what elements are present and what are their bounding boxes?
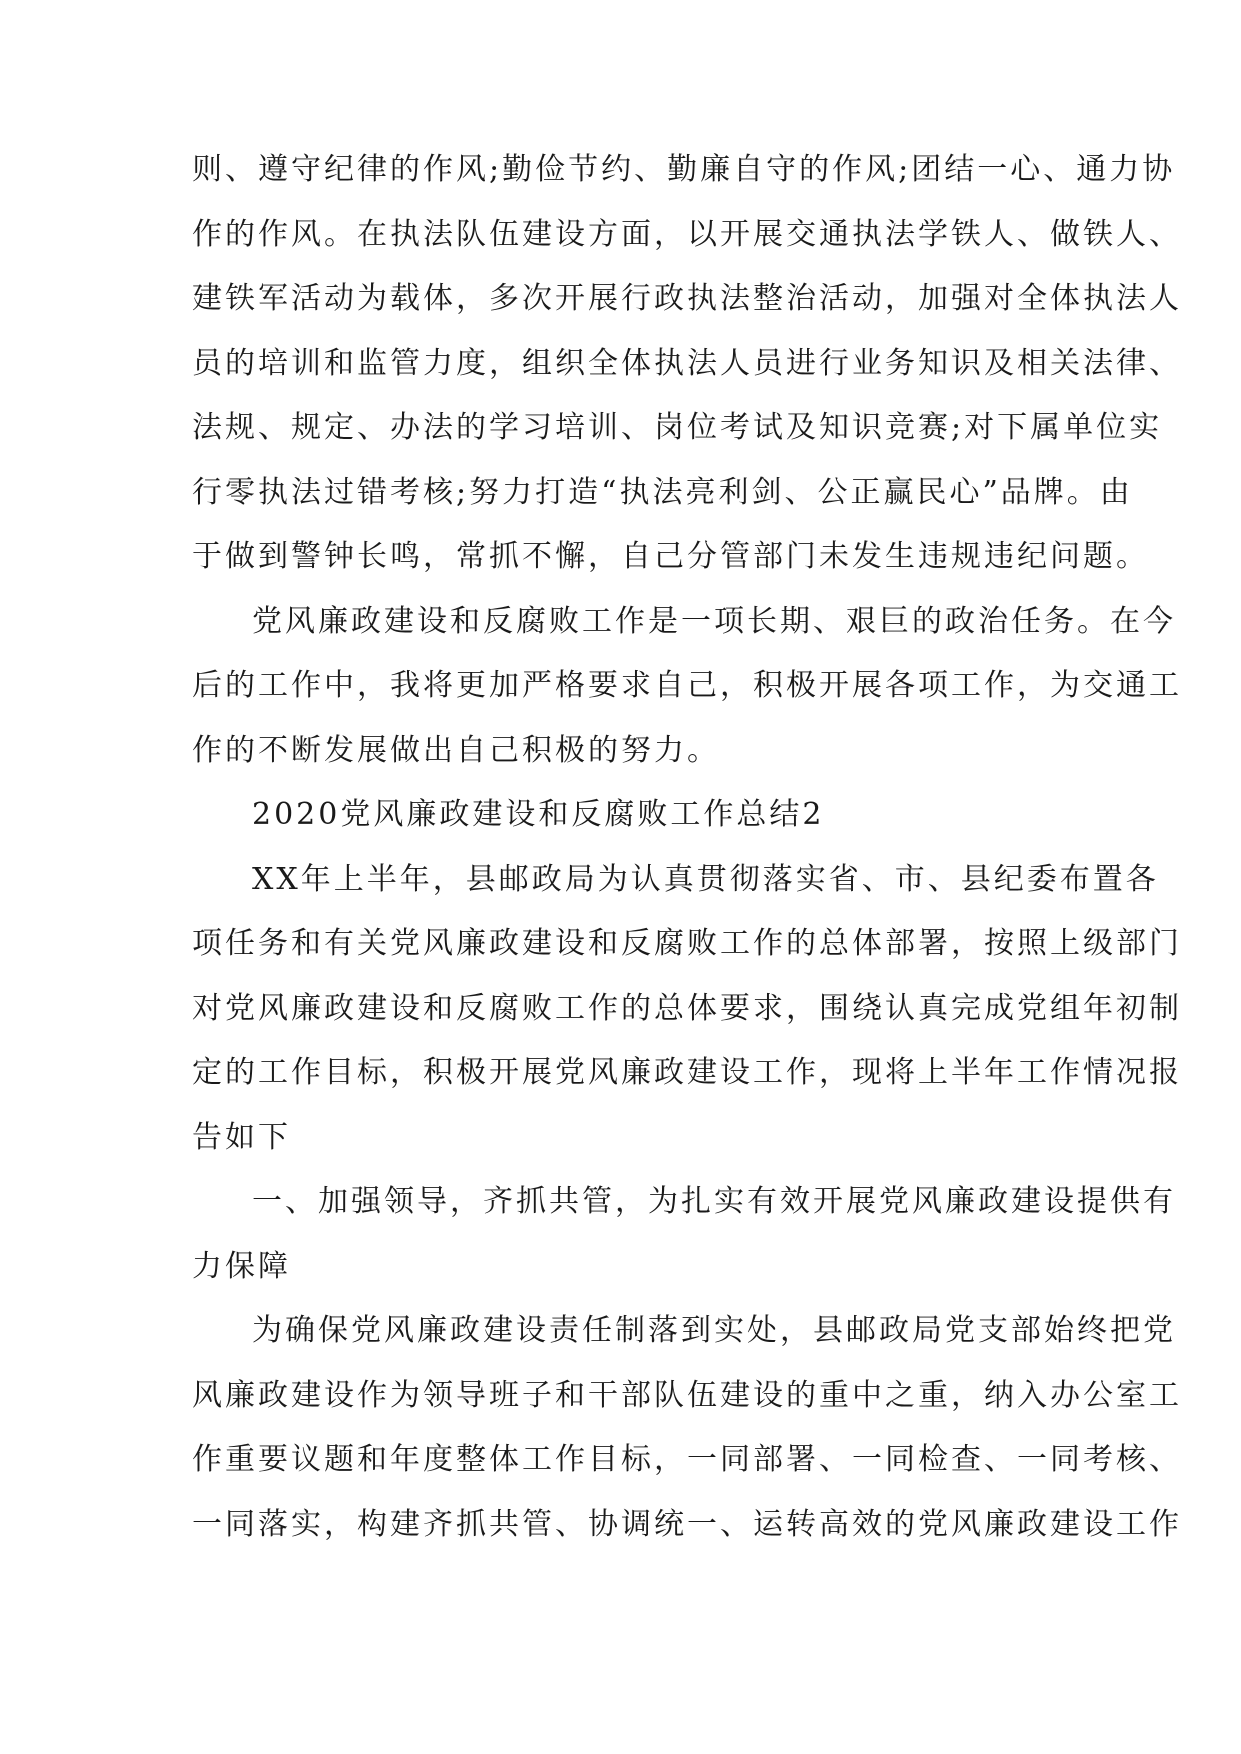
text-line: 行零执法过错考核;努力打造“执法亮利剑、公正赢民心”品牌。由 [192,474,1133,510]
text-line: 告如下 [192,1119,291,1155]
section-heading: 2020党风廉政建设和反腐败工作总结2 [252,797,825,832]
text-line: 后的工作中，我将更加严格要求自己，积极开展各项工作，为交通工 [192,668,1182,703]
text-line: 风廉政建设作为领导班子和干部队伍建设的重中之重，纳入办公室工 [192,1377,1182,1413]
text-line: 作重要议题和年度整体工作目标，一同部署、一同检查、一同考核、 [192,1442,1182,1477]
text-line: 定的工作目标，积极开展党风廉政建设工作，现将上半年工作情况报 [192,1055,1182,1090]
text-line: 于做到警钟长鸣，常抓不懈，自己分管部门未发生违规违纪问题。 [192,539,1149,574]
subheading-line: 力保障 [192,1248,291,1284]
text-line: 项任务和有关党风廉政建设和反腐败工作的总体部署，按照上级部门 [192,926,1182,961]
subheading-line: 一、加强领导，齐抓共管，为扎实有效开展党风廉政建设提供有 [252,1184,1176,1219]
paragraph-start-line: 党风廉政建设和反腐败工作是一项长期、艰巨的政治任务。在今 [252,603,1176,639]
text-line: 一同落实，构建齐抓共管、协调统一、运转高效的党风廉政建设工作 [192,1506,1182,1542]
document-body [192,138,1182,1557]
paragraph-start-line: XX年上半年，县邮政局为认真贯彻落实省、市、县纪委布置各 [252,861,1159,897]
text-line: 法规、规定、办法的学习培训、岗位考试及知识竞赛;对下属单位实 [192,410,1163,445]
text-line: 建铁军活动为载体，多次开展行政执法整治活动，加强对全体执法人 [192,281,1182,316]
text-line: 作的作风。在执法队伍建设方面，以开展交通执法学铁人、做铁人、 [192,216,1182,252]
text-line: 员的培训和监管力度，组织全体执法人员进行业务知识及相关法律、 [192,345,1182,381]
text-line: 作的不断发展做出自己积极的努力。 [192,732,720,768]
text-line: 对党风廉政建设和反腐败工作的总体要求，围绕认真完成党组年初制 [192,990,1182,1026]
paragraph-start-line: 为确保党风廉政建设责任制落到实处，县邮政局党支部始终把党 [252,1313,1176,1348]
text-line: 则、遵守纪律的作风;勤俭节约、勤廉自守的作风;团结一心、通力协 [192,152,1176,187]
